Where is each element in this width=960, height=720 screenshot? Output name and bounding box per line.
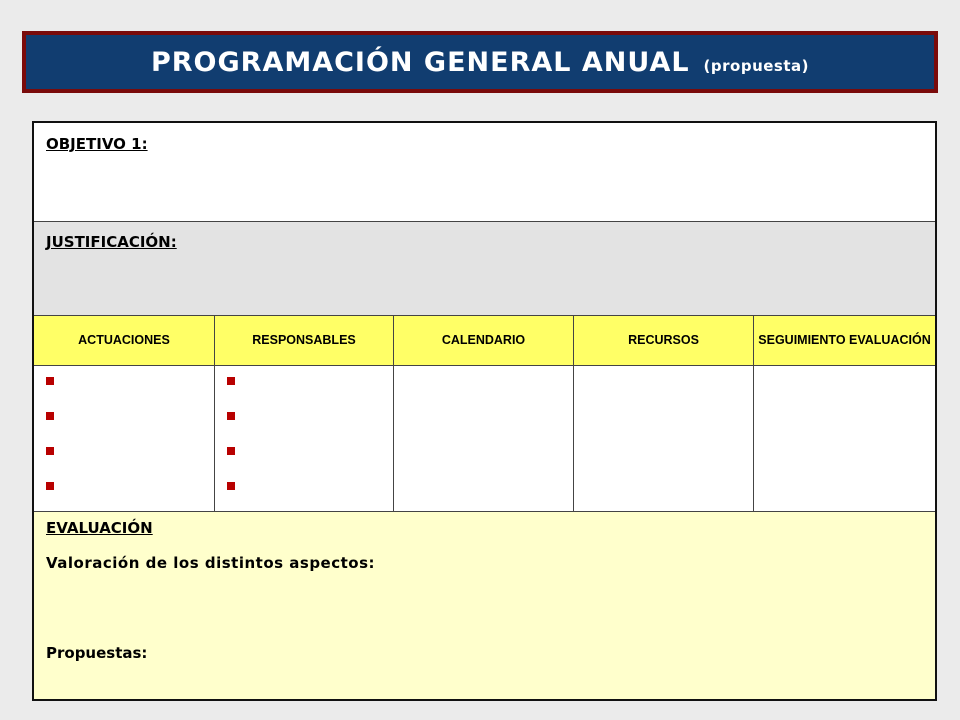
cell-recursos[interactable] xyxy=(574,366,754,511)
square-bullet-icon xyxy=(227,447,235,455)
header-recursos: RECURSOS xyxy=(574,316,754,365)
header-seguimiento-evaluacion: SEGUIMIENTO EVALUACIÓN xyxy=(758,333,931,347)
page-title: PROGRAMACIÓN GENERAL ANUAL xyxy=(150,46,690,78)
actuaciones-bullet-list xyxy=(46,377,54,517)
header-calendario: CALENDARIO xyxy=(394,316,574,365)
title-banner xyxy=(22,31,938,93)
cell-seguimiento-evaluacion[interactable] xyxy=(754,366,935,511)
justificacion-section[interactable] xyxy=(34,222,935,315)
justificacion-label: JUSTIFICACIÓN: xyxy=(46,233,177,251)
square-bullet-icon xyxy=(46,447,54,455)
objetivo-section[interactable] xyxy=(34,123,935,222)
header-responsables: RESPONSABLES xyxy=(215,316,394,365)
title-box xyxy=(26,35,934,89)
page-subtitle: (propuesta) xyxy=(703,57,810,75)
square-bullet-icon xyxy=(227,482,235,490)
propuestas-label: Propuestas: xyxy=(46,644,148,662)
square-bullet-icon xyxy=(46,377,54,385)
square-bullet-icon xyxy=(227,412,235,420)
evaluacion-section[interactable] xyxy=(34,512,935,699)
table-body-row xyxy=(34,366,935,512)
responsables-bullet-list xyxy=(227,377,235,517)
square-bullet-icon xyxy=(46,482,54,490)
objetivo-label: OBJETIVO 1: xyxy=(46,135,148,153)
header-actuaciones: ACTUACIONES xyxy=(34,316,215,365)
table-header-row xyxy=(34,315,935,366)
planning-sheet xyxy=(32,121,937,701)
square-bullet-icon xyxy=(227,377,235,385)
valoracion-label: Valoración de los distintos aspectos: xyxy=(46,554,376,572)
square-bullet-icon xyxy=(46,412,54,420)
evaluacion-title: EVALUACIÓN xyxy=(46,519,153,537)
cell-actuaciones[interactable] xyxy=(34,366,215,511)
cell-responsables[interactable] xyxy=(215,366,394,511)
cell-calendario[interactable] xyxy=(394,366,574,511)
